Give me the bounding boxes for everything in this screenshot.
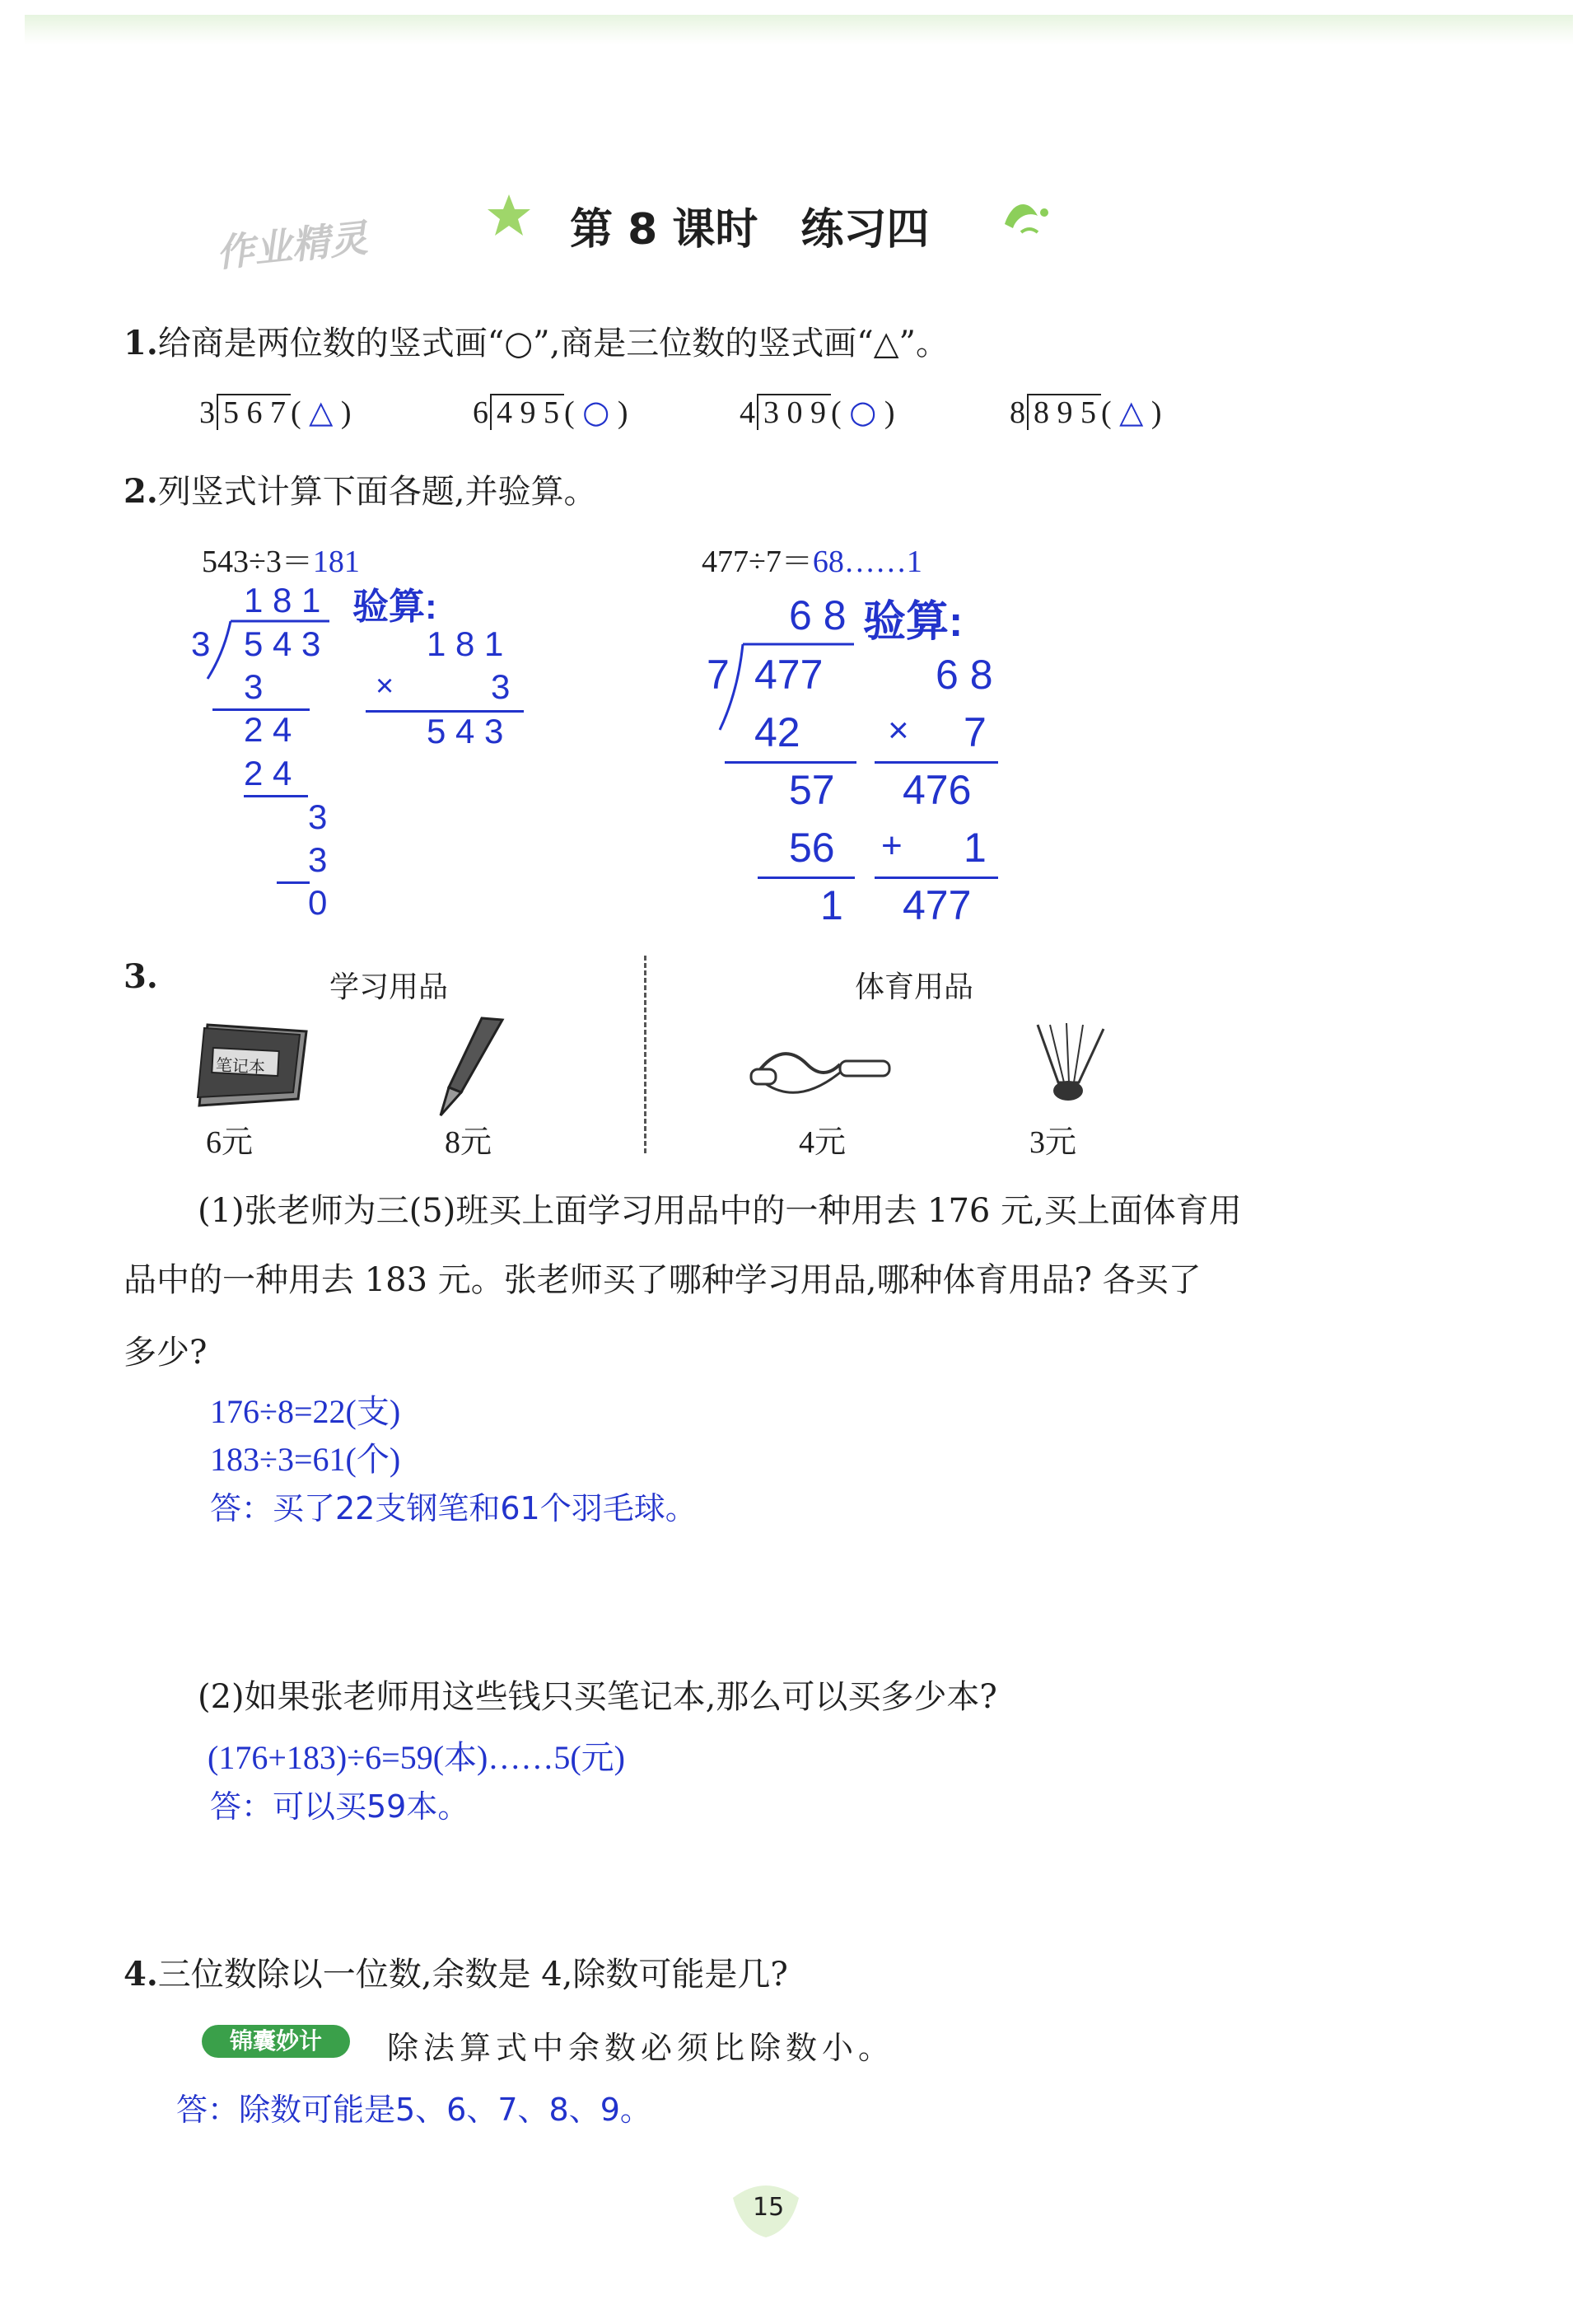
page-number: 15 — [753, 2193, 785, 2222]
q2-right-dividend: 477 — [754, 652, 824, 698]
q2-right-check-op-2: + — [881, 825, 903, 866]
star-icon — [484, 191, 534, 244]
q2-left-step-2: 2 4 — [244, 710, 292, 749]
q2-right-step-4: 1 — [820, 882, 843, 928]
q2-right-check-1: 6 8 — [936, 652, 993, 698]
q3-part1-line2: 品中的一种用去 183 元。张老师买了哪种学习用品,哪种体育用品? 各买了 — [124, 1261, 1202, 1299]
q2-right-check-line-1 — [875, 761, 998, 764]
q2-right-step-2: 57 — [789, 767, 835, 813]
q2-left-step-6: 0 — [308, 883, 328, 922]
top-decoration-band — [25, 15, 1573, 44]
q1-item-1: 3 5 6 7 ( △ ) — [199, 394, 352, 430]
price-jump-rope: 4元 — [799, 1125, 847, 1160]
q2-left-step-5: 3 — [308, 840, 328, 879]
q3-part1-answer-2: 183÷3=61(个) — [210, 1441, 401, 1478]
tip-text: 除法算式中余数必须比除数小。 — [387, 2030, 895, 2066]
q2-right-line-2 — [758, 877, 855, 879]
q3-part2-prompt: (2)如果张老师用这些钱只买笔记本,那么可以买多少本? — [198, 1678, 997, 1716]
q3-part1-line1: (1)张老师为三(5)班买上面学习用品中的一种用去 176 元,买上面体育用 — [198, 1192, 1242, 1230]
q2-right-equation: 477÷7＝68……1 — [702, 545, 922, 579]
price-shuttlecock: 3元 — [1029, 1125, 1077, 1160]
sports-supplies-label: 体育用品 — [855, 970, 974, 1004]
watermark: 作业精灵 — [213, 215, 370, 276]
q2-right-check-label: 验算: — [863, 598, 964, 646]
q2-left-quotient: 1 8 1 — [244, 581, 321, 619]
q2-right-divisor: 7 — [707, 652, 730, 698]
jump-rope-icon — [749, 1040, 898, 1109]
q2-right-check-2: 7 — [964, 709, 987, 755]
q4-prompt: 4.三位数除以一位数,余数是 4,除数可能是几? — [124, 1955, 788, 1994]
q2-right-check-op-1: × — [888, 710, 909, 750]
q2-left-divisor: 3 — [191, 624, 211, 663]
shuttlecock-icon — [1021, 1017, 1112, 1110]
q2-right-check-3: 476 — [903, 767, 972, 813]
q2-right-step-1: 42 — [754, 709, 800, 755]
q1-item-4: 8 8 9 5 ( △ ) — [1010, 394, 1162, 430]
q2-left-line-3 — [277, 881, 310, 884]
pen-icon — [424, 1013, 515, 1124]
q2-right-check-4: 1 — [964, 825, 987, 871]
q2-right-check-5: 477 — [903, 882, 972, 928]
q2-left-dividend: 5 4 3 — [244, 624, 321, 663]
price-pen: 8元 — [445, 1125, 492, 1160]
q2-left-check-1: 1 8 1 — [427, 624, 504, 663]
q2-right-step-3: 56 — [789, 825, 835, 871]
q2-left-check-op: × — [376, 669, 394, 704]
q3-part2-answer-2: 答：可以买59本。 — [210, 1788, 469, 1825]
q2-right-quotient: 6 8 — [789, 592, 847, 638]
page-title: 第 8 课时 练习四 — [570, 205, 930, 255]
q2-prompt: 2.列竖式计算下面各题,并验算。 — [124, 472, 597, 511]
divider — [644, 956, 646, 1153]
q3-part2-answer-1: (176+183)÷6=59(本)……5(元) — [208, 1739, 625, 1776]
q2-left-step-1: 3 — [244, 667, 264, 706]
q1-item-2: 6 4 9 5 ( ○ ) — [473, 394, 628, 430]
notebook-label: 笔记本 — [215, 1054, 266, 1078]
leaf-icon — [996, 191, 1054, 244]
q4-answer: 答：除数可能是5、6、7、8、9。 — [176, 2092, 651, 2128]
q2-left-line-2 — [244, 795, 308, 797]
q2-right-check-line-2 — [875, 877, 998, 879]
price-notebook: 6元 — [206, 1125, 254, 1160]
q2-left-check-label: 验算: — [352, 587, 437, 627]
q2-left-equation: 543÷3＝181 — [202, 545, 360, 579]
q3-part1-answer-1: 176÷8=22(支) — [210, 1393, 401, 1430]
q3-number: 3. — [124, 957, 158, 996]
q2-left-step-4: 3 — [308, 797, 328, 836]
q3-part1-answer-3: 答：买了22支钢笔和61个羽毛球。 — [210, 1490, 697, 1526]
tip-badge: 锦囊妙计 — [202, 2025, 350, 2058]
q2-left-step-3: 2 4 — [244, 754, 292, 792]
q2-left-check-3: 5 4 3 — [427, 712, 504, 750]
q3-part1-line3: 多少? — [124, 1334, 208, 1372]
q2-right-line-1 — [725, 761, 856, 764]
q1-prompt: 1.给商是两位数的竖式画“○”,商是三位数的竖式画“△”。 — [124, 324, 949, 362]
q2-left-check-2: 3 — [491, 667, 511, 706]
study-supplies-label: 学习用品 — [329, 970, 449, 1004]
q1-item-3: 4 3 0 9 ( ○ ) — [740, 394, 895, 430]
